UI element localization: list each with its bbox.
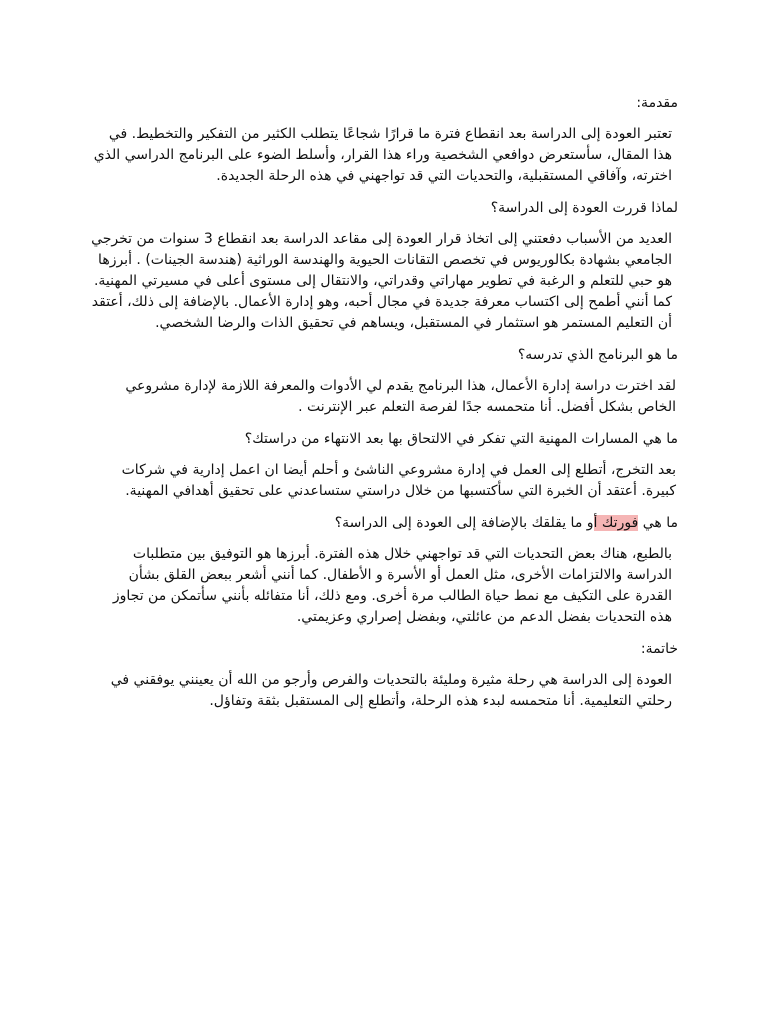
intro-paragraph: تعتبر العودة إلى الدراسة بعد انقطاع فترة ما قرارًا شجاعًا يتطلب الكثير من التفكير والتخطيط. في هذا المقال، سأستعرض دوافعي الشخصية وراء هذا القرار، وأسلط الضوء على البرنامج الدراسي الذي اخترته، وآفاقي المستقبلية، والتحديات التي قد تواجهني في هذه الرحلة الجديدة.: [93, 126, 672, 184]
document-body: [88, 92, 678, 722]
question-career-paths: ما هي المسارات المهنية التي تفكر في الالتحاق بها بعد الانتهاء من دراستك؟: [244, 431, 678, 447]
answer-program: لقد اخترت دراسة إدارة الأعمال، هذا البرنامج يقدم لي الأدوات والمعرفة اللازمة لإدارة مشروعي الخاص بشكل أفضل. أنا متحمسه جدًا لفرصة التعلم عبر الإنترنت .: [125, 378, 676, 415]
question-concerns-start: ما هي: [638, 515, 678, 531]
answer-career-paths: بعد التخرج، أتطلع إلى العمل في إدارة مشروعي الناشئ و أحلم أيضا ان اعمل إدارية في شركات كبيرة. أعتقد أن الخبرة التي سأكتسبها من خلال دراستي ستساعدني على تحقيق أهدافي المهنية.: [121, 462, 676, 499]
question-concerns: [88, 512, 678, 534]
answer-concerns: بالطبع، هناك بعض التحديات التي قد تواجهني خلال هذه الفترة. أبرزها هو التوفيق بين متطلبات الدراسة والالتزامات الأخرى، مثل العمل أو الأسرة و الأطفال. كما أنني أشعر ببعض القلق بشأن القدرة على التكيف مع نمط حياة الطالب مرة أخرى. ومع ذلك، أنا متفائله بأنني سأتمكن من تجاوز هذه التحديات بفضل الدعم من عائلتي، وبفضل إصراري وعزيمتي.: [112, 546, 672, 625]
question-concerns-end: و ما يقلقك بالإضافة إلى العودة إلى الدراسة؟: [334, 515, 594, 531]
conclusion-heading: خاتمة:: [640, 641, 678, 657]
question-program: ما هو البرنامج الذي تدرسه؟: [517, 347, 678, 363]
conclusion-paragraph: العودة إلى الدراسة هي رحلة مثيرة ومليئة بالتحديات والفرص وأرجو من الله أن يعينني يوفقني في رحلتي التعليمية. أنا متحمسه لبدء هذه الرحلة، وأتطلع إلى المستقبل بثقة وتفاؤل.: [110, 672, 672, 709]
highlighted-text: فورتك أ: [593, 515, 639, 531]
question-why-return: لماذا قررت العودة إلى الدراسة؟: [490, 200, 678, 216]
answer-why-return: العديد من الأسباب دفعتني إلى اتخاذ قرار العودة إلى مقاعد الدراسة بعد انقطاع 3 سنوات من تخرجي الجامعي بشهادة بكالوريوس في تخصص التقانات الحيوية والهندسة الوراثية (هندسة الجينات) . أبرزها هو حبي للتعلم و الرغبة في تطوير مهاراتي وقدراتي، والانتقال إلى مستوى أعلى في مسيرتي المهنية. كما أنني أطمح إلى اكتساب معرفة جديدة في مجال أحبه، وهو إدارة الأعمال. بالإضافة إلى ذلك، أعتقد أن التعليم المستمر هو استثمار في المستقبل، ويساهم في تحقيق الذات والرضا الشخصي.: [91, 231, 672, 331]
intro-heading: مقدمة:: [636, 95, 678, 111]
